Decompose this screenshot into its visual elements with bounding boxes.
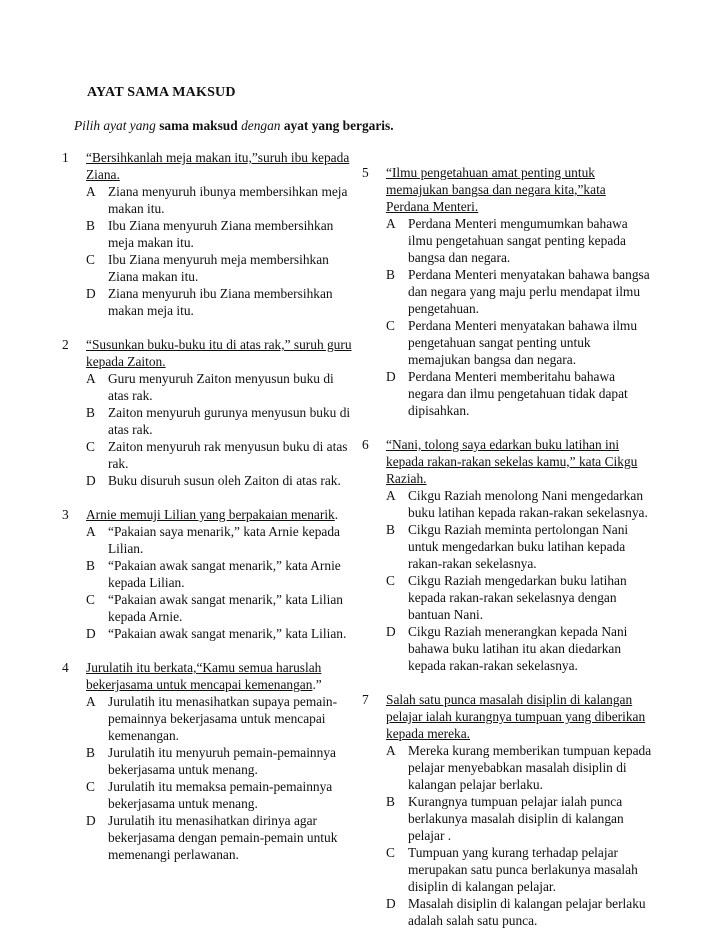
option-text: “Pakaian awak sangat menarik,” kata Lilian. bbox=[108, 626, 347, 641]
option-c bbox=[86, 778, 352, 812]
question-1 bbox=[62, 149, 352, 319]
option-d bbox=[386, 895, 652, 929]
option-letter: A bbox=[86, 184, 96, 199]
option-text: Buku disuruh susun oleh Zaiton di atas rak. bbox=[108, 473, 341, 488]
option-letter: D bbox=[86, 813, 96, 828]
option-b bbox=[86, 404, 352, 438]
question-2 bbox=[62, 336, 352, 489]
underlined-sentence: “Ilmu pengetahuan amat penting untuk memajukan bangsa dan negara kita,”kata Perdana Menteri. bbox=[386, 165, 606, 214]
option-text: “Pakaian saya menarik,” kata Arnie kepada Lilian. bbox=[108, 524, 340, 556]
option-text: “Pakaian awak sangat menarik,” kata Lilian kepada Arnie. bbox=[108, 592, 343, 624]
instruction-part-2: sama maksud bbox=[159, 118, 238, 133]
left-column bbox=[62, 149, 352, 880]
underlined-sentence: Arnie memuji Lilian yang berpakaian menarik bbox=[86, 507, 335, 522]
option-letter: D bbox=[86, 286, 96, 301]
option-text: Tumpuan yang kurang terhadap pelajar merupakan satu punca berlakunya masalah disiplin di kalangan pelajar. bbox=[408, 845, 638, 894]
option-letter: A bbox=[386, 216, 396, 231]
option-b bbox=[386, 521, 652, 572]
option-a bbox=[386, 742, 652, 793]
option-letter: D bbox=[86, 626, 96, 641]
option-text: Zaiton menyuruh rak menyusun buku di atas rak. bbox=[108, 439, 348, 471]
instruction-part-3: dengan bbox=[241, 118, 281, 133]
option-letter: A bbox=[86, 524, 96, 539]
question-number: 7 bbox=[362, 692, 369, 707]
question-7 bbox=[362, 691, 652, 929]
instruction-part-4: ayat yang bergaris. bbox=[283, 118, 394, 133]
question-number: 2 bbox=[62, 337, 69, 352]
option-b bbox=[386, 793, 652, 844]
option-c bbox=[86, 251, 352, 285]
option-d bbox=[86, 812, 352, 863]
option-text: Cikgu Raziah menolong Nani mengedarkan buku latihan kepada rakan-rakan sekelasnya. bbox=[408, 488, 648, 520]
option-letter: C bbox=[386, 318, 395, 333]
option-text: Cikgu Raziah menerangkan kepada Nani bahawa buku latihan itu akan diedarkan kepada rakan-rakan sekelasnya. bbox=[408, 624, 628, 673]
question-stem bbox=[86, 506, 352, 523]
underlined-sentence: Salah satu punca masalah disiplin di kalangan pelajar ialah kurangnya tumpuan yang diberikan kepada mereka. bbox=[386, 692, 646, 741]
option-d bbox=[86, 625, 352, 642]
option-letter: D bbox=[386, 624, 396, 639]
option-a bbox=[386, 487, 652, 521]
option-a bbox=[86, 523, 352, 557]
option-letter: B bbox=[86, 218, 95, 233]
underlined-sentence: “Nani, tolong saya edarkan buku latihan ini kepada rakan-rakan sekelas kamu,” kata Cikgu Raziah. bbox=[386, 437, 638, 486]
option-letter: D bbox=[386, 369, 396, 384]
option-letter: D bbox=[86, 473, 96, 488]
option-text: Perdana Menteri menyatakan bahawa bangsa dan negara yang maju perlu mendapat ilmu pengetahuan. bbox=[408, 267, 650, 316]
option-text: Mereka kurang memberikan tumpuan kepada pelajar menyebabkan masalah disiplin di kalangan pelajar berlaku. bbox=[408, 743, 652, 792]
underlined-sentence: “Susunkan buku-buku itu di atas rak,” suruh guru kepada Zaiton. bbox=[86, 337, 352, 369]
option-c bbox=[386, 572, 652, 623]
option-letter: C bbox=[86, 592, 95, 607]
option-c bbox=[86, 591, 352, 625]
question-stem bbox=[386, 691, 652, 742]
option-letter: A bbox=[86, 694, 96, 709]
question-stem bbox=[86, 659, 352, 693]
option-a bbox=[86, 693, 352, 744]
question-number: 4 bbox=[62, 660, 69, 675]
option-a bbox=[86, 370, 352, 404]
option-text: Jurulatih itu menyuruh pemain-pemainnya bekerjasama untuk menang. bbox=[108, 745, 336, 777]
question-number: 5 bbox=[362, 165, 369, 180]
option-b bbox=[86, 744, 352, 778]
question-6 bbox=[362, 436, 652, 674]
instruction bbox=[74, 117, 394, 134]
option-letter: A bbox=[386, 743, 396, 758]
question-stem bbox=[386, 436, 652, 487]
option-letter: B bbox=[86, 558, 95, 573]
option-b bbox=[86, 217, 352, 251]
option-d bbox=[86, 285, 352, 319]
option-text: “Pakaian awak sangat menarik,” kata Arnie kepada Lilian. bbox=[108, 558, 341, 590]
option-b bbox=[86, 557, 352, 591]
option-c bbox=[86, 438, 352, 472]
question-4 bbox=[62, 659, 352, 863]
option-c bbox=[386, 317, 652, 368]
option-text: Kurangnya tumpuan pelajar ialah punca berlakunya masalah disiplin di kalangan pelajar . bbox=[408, 794, 624, 843]
option-text: Guru menyuruh Zaiton menyusun buku di atas rak. bbox=[108, 371, 334, 403]
option-text: Ziana menyuruh ibunya membersihkan meja makan itu. bbox=[108, 184, 348, 216]
question-number: 6 bbox=[362, 437, 369, 452]
option-text: Ibu Ziana menyuruh Ziana membersihkan meja makan itu. bbox=[108, 218, 334, 250]
option-text: Perdana Menteri mengumumkan bahawa ilmu pengetahuan sangat penting kepada bangsa dan negara. bbox=[408, 216, 628, 265]
option-letter: C bbox=[86, 439, 95, 454]
option-letter: B bbox=[386, 522, 395, 537]
option-letter: B bbox=[86, 745, 95, 760]
question-number: 1 bbox=[62, 150, 69, 165]
option-text: Ziana menyuruh ibu Ziana membersihkan makan meja itu. bbox=[108, 286, 333, 318]
question-3 bbox=[62, 506, 352, 642]
stem-punctuation: . bbox=[334, 507, 339, 522]
option-letter: B bbox=[86, 405, 95, 420]
option-letter: C bbox=[86, 252, 95, 267]
option-text: Jurulatih itu menasihatkan supaya pemain-pemainnya bekerjasama untuk mencapai kemenangan. bbox=[108, 694, 338, 743]
option-text: Ibu Ziana menyuruh meja membersihkan Ziana makan itu. bbox=[108, 252, 329, 284]
question-stem bbox=[386, 164, 652, 215]
underlined-sentence: “Bersihkanlah meja makan itu,”suruh ibu kepada Ziana. bbox=[86, 150, 350, 182]
question-stem bbox=[86, 336, 352, 370]
option-text: Cikgu Raziah meminta pertolongan Nani untuk mengedarkan buku latihan kepada rakan-rakan sekelasnya. bbox=[408, 522, 629, 571]
option-text: Jurulatih itu memaksa pemain-pemainnya bekerjasama untuk menang. bbox=[108, 779, 333, 811]
stem-punctuation: .” bbox=[312, 677, 322, 692]
option-text: Cikgu Raziah mengedarkan buku latihan kepada rakan-rakan sekelasnya dengan bantuan Nani. bbox=[408, 573, 627, 622]
right-column bbox=[362, 164, 652, 946]
underlined-sentence: Jurulatih itu berkata,“Kamu semua haruslah bekerjasama untuk mencapai kemenangan bbox=[86, 660, 322, 692]
option-letter: A bbox=[386, 488, 396, 503]
instruction-part-1: Pilih ayat yang bbox=[74, 118, 156, 133]
option-text: Masalah disiplin di kalangan pelajar berlaku adalah salah satu punca. bbox=[408, 896, 646, 928]
question-5 bbox=[362, 164, 652, 419]
option-letter: D bbox=[386, 896, 396, 911]
option-d bbox=[86, 472, 352, 489]
option-letter: C bbox=[386, 573, 395, 588]
option-text: Perdana Menteri memberitahu bahawa negara dan ilmu pengetahuan tidak dapat dipisahkan. bbox=[408, 369, 628, 418]
option-letter: B bbox=[386, 794, 395, 809]
option-a bbox=[386, 215, 652, 266]
option-d bbox=[386, 368, 652, 419]
option-text: Perdana Menteri menyatakan bahawa ilmu pengetahuan sangat penting untuk memajukan bangsa dan negara. bbox=[408, 318, 638, 367]
option-b bbox=[386, 266, 652, 317]
option-letter: B bbox=[386, 267, 395, 282]
option-text: Jurulatih itu menasihatkan dirinya agar bekerjasama dengan pemain-pemain untuk memenangi perlawanan. bbox=[108, 813, 338, 862]
question-stem bbox=[86, 149, 352, 183]
page-title: AYAT SAMA MAKSUD bbox=[87, 85, 236, 100]
option-letter: C bbox=[86, 779, 95, 794]
question-number: 3 bbox=[62, 507, 69, 522]
option-c bbox=[386, 844, 652, 895]
option-letter: A bbox=[86, 371, 96, 386]
option-text: Zaiton menyuruh gurunya menyusun buku di atas rak. bbox=[108, 405, 351, 437]
option-letter: C bbox=[386, 845, 395, 860]
option-a bbox=[86, 183, 352, 217]
option-d bbox=[386, 623, 652, 674]
